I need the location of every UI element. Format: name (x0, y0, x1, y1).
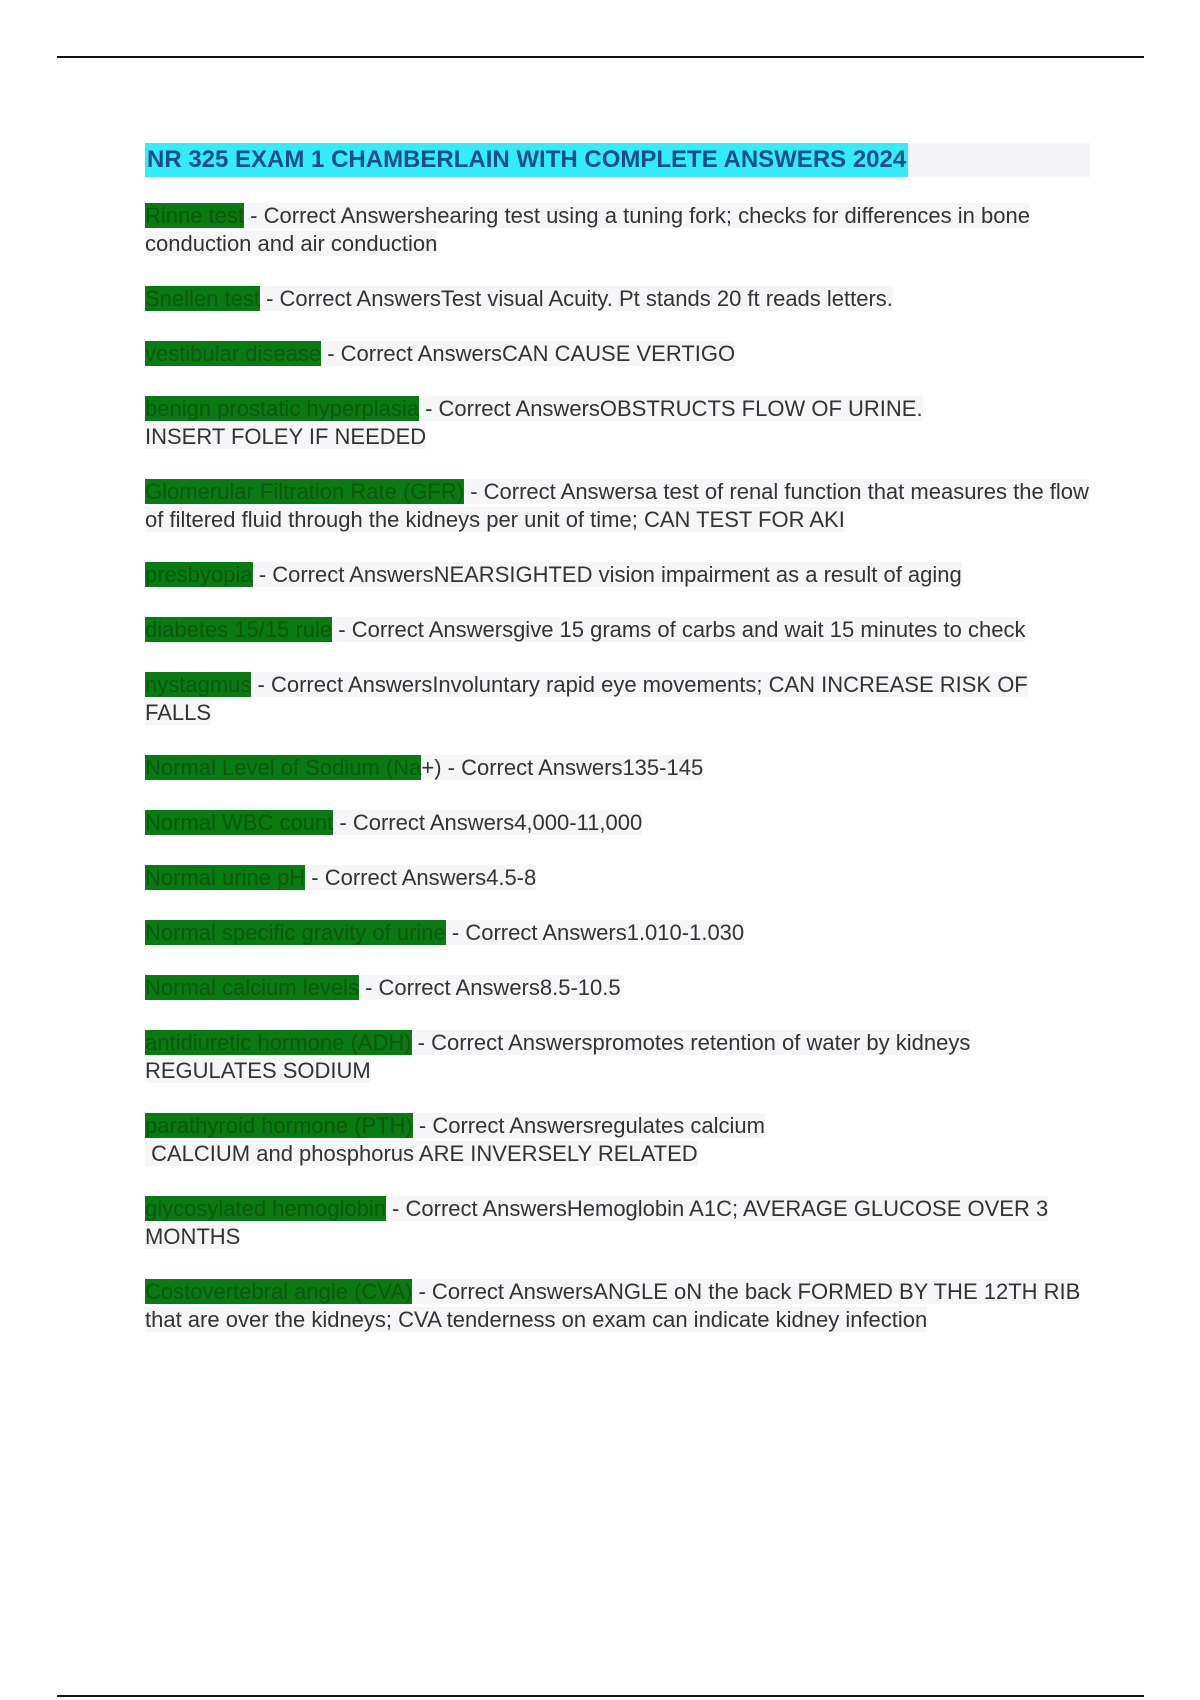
entry-term: Normal WBC count (145, 810, 334, 835)
entry-answer: - Correct AnswersNEARSIGHTED vision impairment as a result of aging (252, 562, 962, 587)
qa-entry (145, 1195, 1090, 1251)
entry-term: nystagmus (145, 672, 252, 697)
entry-term: presbyopia (145, 562, 253, 587)
entry-answer-line2: REGULATES SODIUM (145, 1058, 371, 1083)
entry-answer: - Correct AnswersANGLE oN the back FORMED BY THE 12TH RIB that are over the kidneys; CVA tenderness on exam can indicate kidney infection (145, 1279, 1081, 1332)
entry-answer: - Correct Answersa test of renal function that measures the flow of filtered fluid through the kidneys per unit of time; CAN TEST FOR AKI (145, 479, 1089, 532)
qa-entry (145, 671, 1090, 727)
qa-entry (145, 1112, 1090, 1168)
qa-entry (145, 809, 1090, 837)
entry-term: Snellen test (145, 286, 260, 311)
entry-answer: - Correct Answershearing test using a tuning fork; checks for differences in bone conduction and air conduction (145, 203, 1030, 256)
entry-answer: - Correct Answers4,000-11,000 (333, 810, 643, 835)
entry-term: vestibular disease (145, 341, 322, 366)
qa-entry (145, 340, 1090, 368)
qa-entry (145, 395, 1090, 451)
entry-term: Normal calcium levels (145, 975, 359, 1000)
entry-term: Normal urine pH (145, 865, 306, 890)
entry-term: glycosylated hemoglobin (145, 1196, 386, 1221)
bottom-rule (57, 1695, 1144, 1697)
entry-answer: +) - Correct Answers135-145 (421, 755, 704, 780)
qa-entry (145, 864, 1090, 892)
entry-term: diabetes 15/15 rule (145, 617, 333, 642)
qa-entry (145, 1029, 1090, 1085)
entry-answer-line2: INSERT FOLEY IF NEEDED (145, 424, 427, 449)
document-title: NR 325 EXAM 1 CHAMBERLAIN WITH COMPLETE ANSWERS 2024 (145, 143, 908, 177)
qa-entry (145, 285, 1090, 313)
qa-entry (145, 478, 1090, 534)
entry-answer: - Correct AnswersInvoluntary rapid eye movements; CAN INCREASE RISK OF FALLS (145, 672, 1028, 725)
entry-term: antidiuretic hormone (ADH) (145, 1030, 412, 1055)
document-body (145, 143, 1090, 1361)
qa-entry (145, 561, 1090, 589)
qa-entry (145, 974, 1090, 1002)
entry-term: Rinne test (145, 203, 245, 228)
qa-entry (145, 919, 1090, 947)
title-row (145, 143, 1090, 177)
entry-answer: - Correct Answers8.5-10.5 (358, 975, 621, 1000)
entry-answer: - Correct Answers1.010-1.030 (445, 920, 745, 945)
entry-term: Normal Level of Sodium (Na (145, 755, 422, 780)
entry-term: Glomerular Filtration Rate (GFR) (145, 479, 465, 504)
entry-answer: - Correct Answersregulates calcium (412, 1113, 765, 1138)
entry-answer: - Correct Answersgive 15 grams of carbs and wait 15 minutes to check (332, 617, 1026, 642)
qa-entry (145, 616, 1090, 644)
entry-term: Costovertebral angle (CVA) (145, 1279, 413, 1304)
entry-answer: - Correct Answers4.5-8 (305, 865, 537, 890)
entry-term: parathyroid hormone (PTH) (145, 1113, 413, 1138)
entry-answer: - Correct AnswersCAN CAUSE VERTIGO (321, 341, 736, 366)
entry-answer-line2: CALCIUM and phosphorus ARE INVERSELY RELATED (145, 1141, 698, 1166)
entry-answer: - Correct Answerspromotes retention of water by kidneys (411, 1030, 971, 1055)
entry-answer: - Correct AnswersHemoglobin A1C; AVERAGE GLUCOSE OVER 3 MONTHS (145, 1196, 1049, 1249)
qa-entry (145, 754, 1090, 782)
entry-answer: - Correct AnswersTest visual Acuity. Pt stands 20 ft reads letters. (259, 286, 893, 311)
entry-term: benign prostatic hyperplasia (145, 396, 419, 421)
top-rule (57, 56, 1144, 58)
entry-answer: - Correct AnswersOBSTRUCTS FLOW OF URINE. (418, 396, 923, 421)
entry-term: Normal specific gravity of urine (145, 920, 446, 945)
qa-entry (145, 1278, 1090, 1334)
qa-entry (145, 202, 1090, 258)
